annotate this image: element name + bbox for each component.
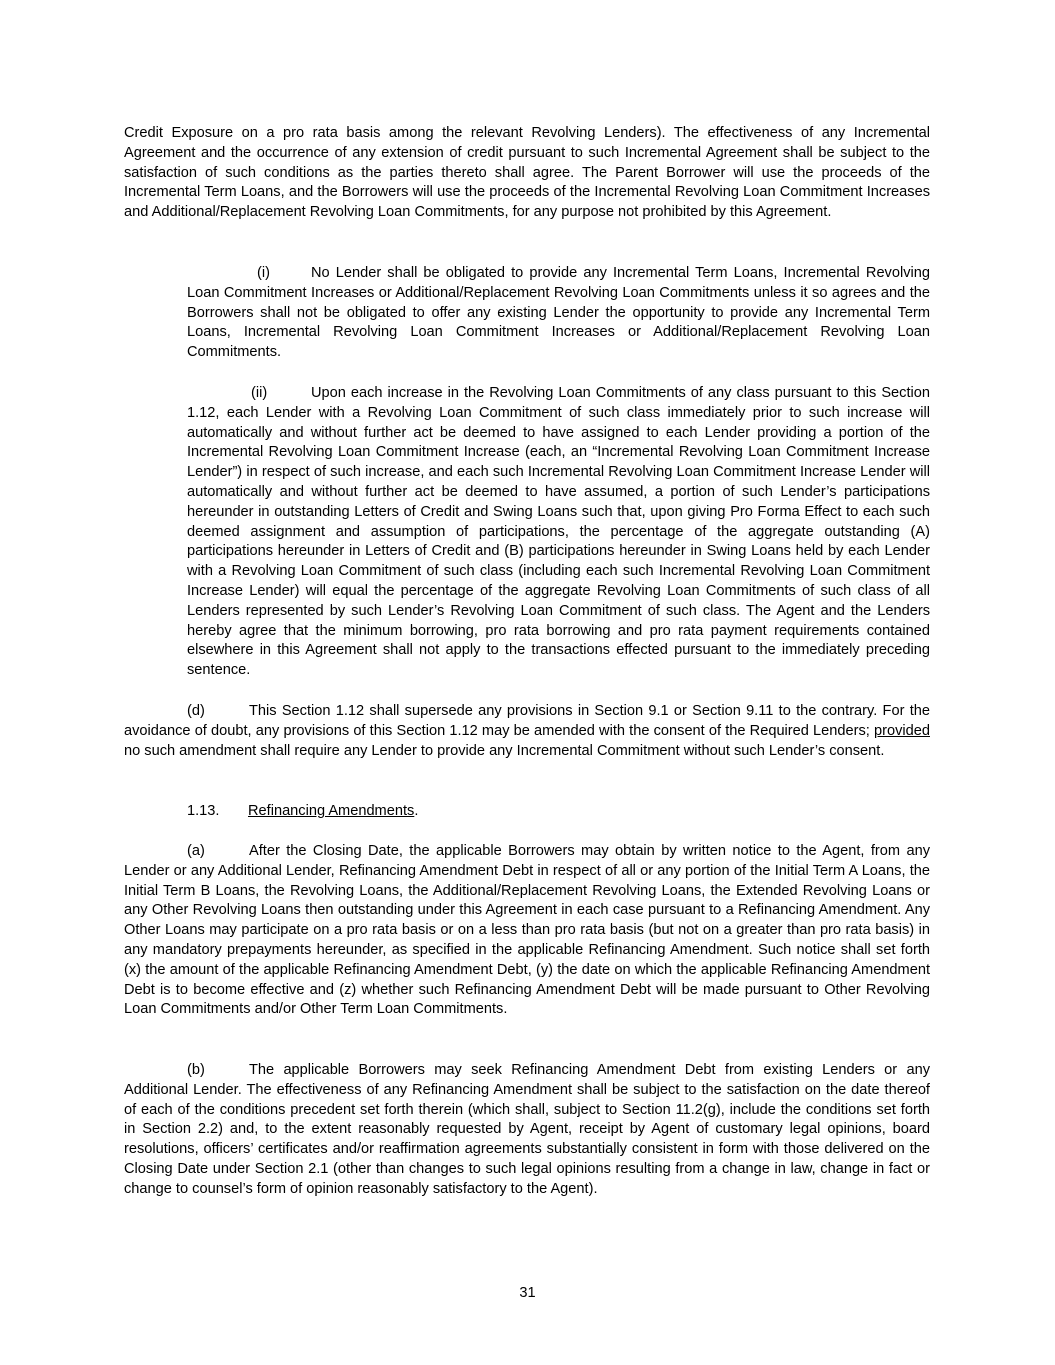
paragraph-text: no such amendment shall require any Lender to provide any Incremental Commitment without such Lender’s consent.	[124, 742, 885, 759]
section-heading	[187, 802, 418, 822]
paragraph-b	[124, 1061, 930, 1200]
section-title-period: .	[414, 803, 419, 819]
section-title: Refinancing Amendments	[248, 803, 415, 819]
clause-label: (ii)	[251, 385, 268, 401]
paragraph-d	[124, 702, 930, 761]
paragraph-ii	[187, 384, 930, 681]
paragraph-text: This Section 1.12 shall supersede any provisions in Section 9.1 or Section 9.11 to the contrary. For the avoidance of doubt, any provisions of this Section 1.12 may be amended with the consent of the Required Lenders;	[124, 703, 930, 739]
paragraph-i	[187, 264, 930, 363]
paragraph-text: Upon each increase in the Revolving Loan Commitments of any class pursuant to this Section 1.12, each Lender with a Revolving Loan Commitment of such class immediately prior to such increase will automatically and without further act be deemed to have assigned to each Lender providing a portion of the Incremental Revolving Loan Commitment Increase (each, an “Incremental Revolving Loan Commitment Increase Lender”) in respect of such increase, and each such Incremental Revolving Loan Commitment Increase Lender will automatically and without further act be deemed to have assumed, a portion of such Lender’s participations hereunder in outstanding Letters of Credit and Swing Loans such that, upon giving Pro Forma Effect to each such deemed assignment and assumption of participations, the percentage of the aggregate outstanding (A) participations hereunder in Letters of Credit and (B) participations hereunder in Swing Loans held by each Lender with a Revolving Loan Commitment of such class (including each such Incremental Revolving Loan Commitment Increase Lender) will equal the percentage of the aggregate Revolving Loan Commitments of such class of all Lenders represented by such Lender’s Revolving Loan Commitment of such class. The Agent and the Lenders hereby agree that the minimum borrowing, pro rata borrowing and pro rata payment requirements contained elsewhere in this Agreement shall not apply to the transactions effected pursuant to the immediately preceding sentence.	[187, 385, 930, 679]
page-number: 31	[519, 1285, 536, 1301]
paragraph-text: No Lender shall be obligated to provide any Incremental Term Loans, Incremental Revolving Loan Commitment Increases or Additional/Replacement Revolving Loan Commitments unless it so agrees and the Borrowers shall not be obligated to offer any existing Lender the opportunity to provide any Incremental Term Loans, Incremental Revolving Loan Commitment Increases or Additional/Replacement Revolving Loan Commitments.	[187, 265, 930, 361]
clause-label: (b)	[187, 1062, 205, 1078]
section-number: 1.13.	[187, 803, 220, 819]
paragraph-text: The applicable Borrowers may seek Refinancing Amendment Debt from existing Lenders or any Additional Lender. The effectiveness of any Refinancing Amendment shall be subject to the satisfaction on the date thereof of each of the conditions precedent set forth therein (which shall, subject to Section 11.2(g), include the conditions set forth in Section 2.2) and, to the extent reasonably requested by Agent, receipt by Agent of customary legal opinions, board resolutions, officers’ certificates and/or reaffirmation agreements substantially consistent in form with those delivered on the Closing Date under Section 2.1 (other than changes to such legal opinions resulting from a change in law, change in fact or change to counsel’s form of opinion reasonably satisfactory to the Agent).	[124, 1062, 930, 1197]
clause-label: (i)	[257, 265, 270, 281]
provided-term: provided	[874, 722, 930, 739]
paragraph-credit-exposure	[124, 124, 930, 223]
clause-label: (a)	[187, 843, 205, 859]
paragraph-a	[124, 842, 930, 1020]
clause-label: (d)	[187, 703, 205, 719]
paragraph-text: After the Closing Date, the applicable Borrowers may obtain by written notice to the Agent, from any Lender or any Additional Lender, Refinancing Amendment Debt in respect of all or any portion of the Initial Term A Loans, the Initial Term B Loans, the Revolving Loans, the Additional/Replacement Revolving Loans, the Extended Revolving Loans or any Other Revolving Loans then outstanding under this Agreement in each case pursuant to a Refinancing Amendment. Any Other Loans may participate on a pro rata basis or on a less than pro rata basis (but not on a greater than pro rata basis) in any mandatory prepayments hereunder, as specified in the applicable Refinancing Amendment. Such notice shall set forth (x) the amount of the applicable Refinancing Amendment Debt, (y) the date on which the applicable Refinancing Amendment Debt is to become effective and (z) whether such Refinancing Amendment Debt will be made pursuant to Other Revolving Loan Commitments and/or Other Term Loan Commitments.	[124, 843, 930, 1018]
paragraph-text: Credit Exposure on a pro rata basis among the relevant Revolving Lenders). The effectiveness of any Incremental Agreement and the occurrence of any extension of credit pursuant to such Incremental Agreement shall be subject to the satisfaction of such conditions as the parties thereto shall agree. The Parent Borrower will use the proceeds of the Incremental Term Loans, and the Borrowers will use the proceeds of the Incremental Revolving Loan Commitment Increases and Additional/Replacement Revolving Loan Commitments, for any purpose not prohibited by this Agreement.	[124, 125, 930, 221]
